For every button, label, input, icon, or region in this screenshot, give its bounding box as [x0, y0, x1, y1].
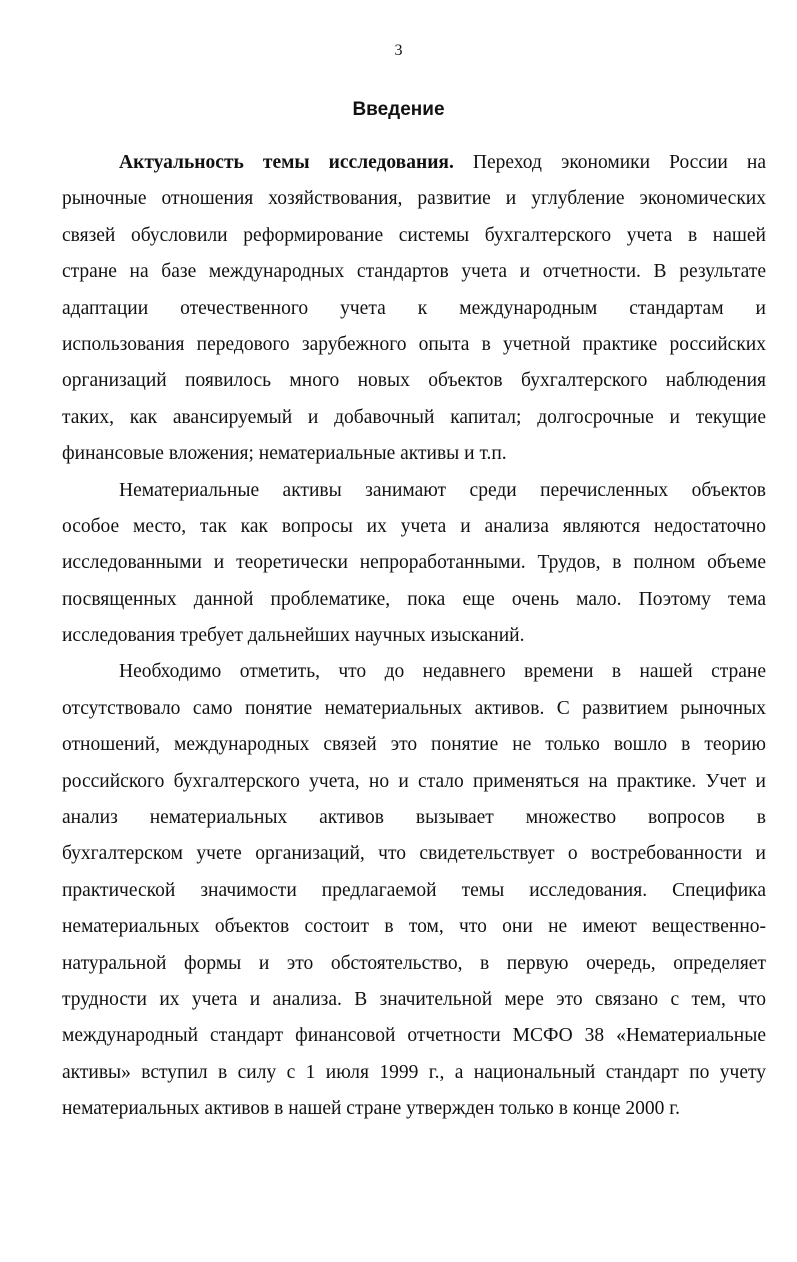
paragraph-line: особое место, так как вопросы их учета и анализа являются недостаточно: [62, 515, 766, 537]
paragraph-line: связей обусловили реформирование системы бухгалтерского учета в нашей: [62, 224, 766, 246]
paragraph-line: стране на базе международных стандартов учета и отчетности. В результате: [62, 261, 766, 283]
paragraph-line: международный стандарт финансовой отчетности МСФО 38 «Нематериальные: [62, 1025, 766, 1047]
paragraph-line: [62, 145, 766, 181]
section-heading: Введение: [352, 99, 445, 120]
paragraph-line-text: Переход экономики России на: [453, 152, 766, 173]
paragraph-line: Нематериальные активы занимают среди перечисленных объектов: [119, 479, 766, 501]
paragraph-line: бухгалтерском учете организаций, что свидетельствует о востребованности и: [62, 843, 766, 865]
paragraph-line: использования передового зарубежного опыта в учетной практике российских: [62, 333, 766, 355]
paragraph-line: трудности их учета и анализа. В значительной мере это связано с тем, что: [62, 988, 766, 1010]
paragraph-line: финансовые вложения; нематериальные активы и т.п.: [62, 443, 507, 465]
page-number: 3: [394, 42, 403, 59]
paragraph-line: натуральной формы и это обстоятельство, в первую очередь, определяет: [62, 952, 766, 974]
paragraph-line: посвященных данной проблематике, пока еще очень мало. Поэтому тема: [62, 588, 766, 610]
paragraph-line: организаций появилось много новых объектов бухгалтерского наблюдения: [62, 370, 766, 392]
paragraph-line: рыночные отношения хозяйствования, развитие и углубление экономических: [62, 188, 766, 210]
paragraph-line: отношений, международных связей это понятие не только вошло в теорию: [62, 734, 766, 756]
paragraph-line: адаптации отечественного учета к международным стандартам и: [62, 297, 766, 319]
paragraph-line: российского бухгалтерского учета, но и стало применяться на практике. Учет и: [62, 770, 766, 792]
paragraph-line: отсутствовало само понятие нематериальных активов. С развитием рыночных: [62, 697, 766, 719]
paragraph-line: Необходимо отметить, что до недавнего времени в нашей стране: [119, 661, 766, 683]
paragraph-lead: Актуальность темы исследования.: [119, 152, 454, 173]
paragraph-line: таких, как авансируемый и добавочный капитал; долгосрочные и текущие: [62, 406, 766, 428]
body-text: [62, 145, 766, 1128]
paragraph-line: нематериальных активов в нашей стране утвержден только в конце 2000 г.: [62, 1098, 680, 1120]
paragraph-line: анализ нематериальных активов вызывает множество вопросов в: [62, 807, 766, 829]
paragraph-line: практической значимости предлагаемой темы исследования. Специфика: [62, 879, 766, 901]
paragraph-line: исследованными и теоретически непроработанными. Трудов, в полном объеме: [62, 552, 766, 574]
paragraph-line: нематериальных объектов состоит в том, что они не имеют вещественно-: [62, 916, 766, 938]
paragraph-line: исследования требует дальнейших научных изысканий.: [62, 625, 525, 647]
paragraph-line: активы» вступил в силу с 1 июля 1999 г., а национальный стандарт по учету: [62, 1061, 766, 1083]
